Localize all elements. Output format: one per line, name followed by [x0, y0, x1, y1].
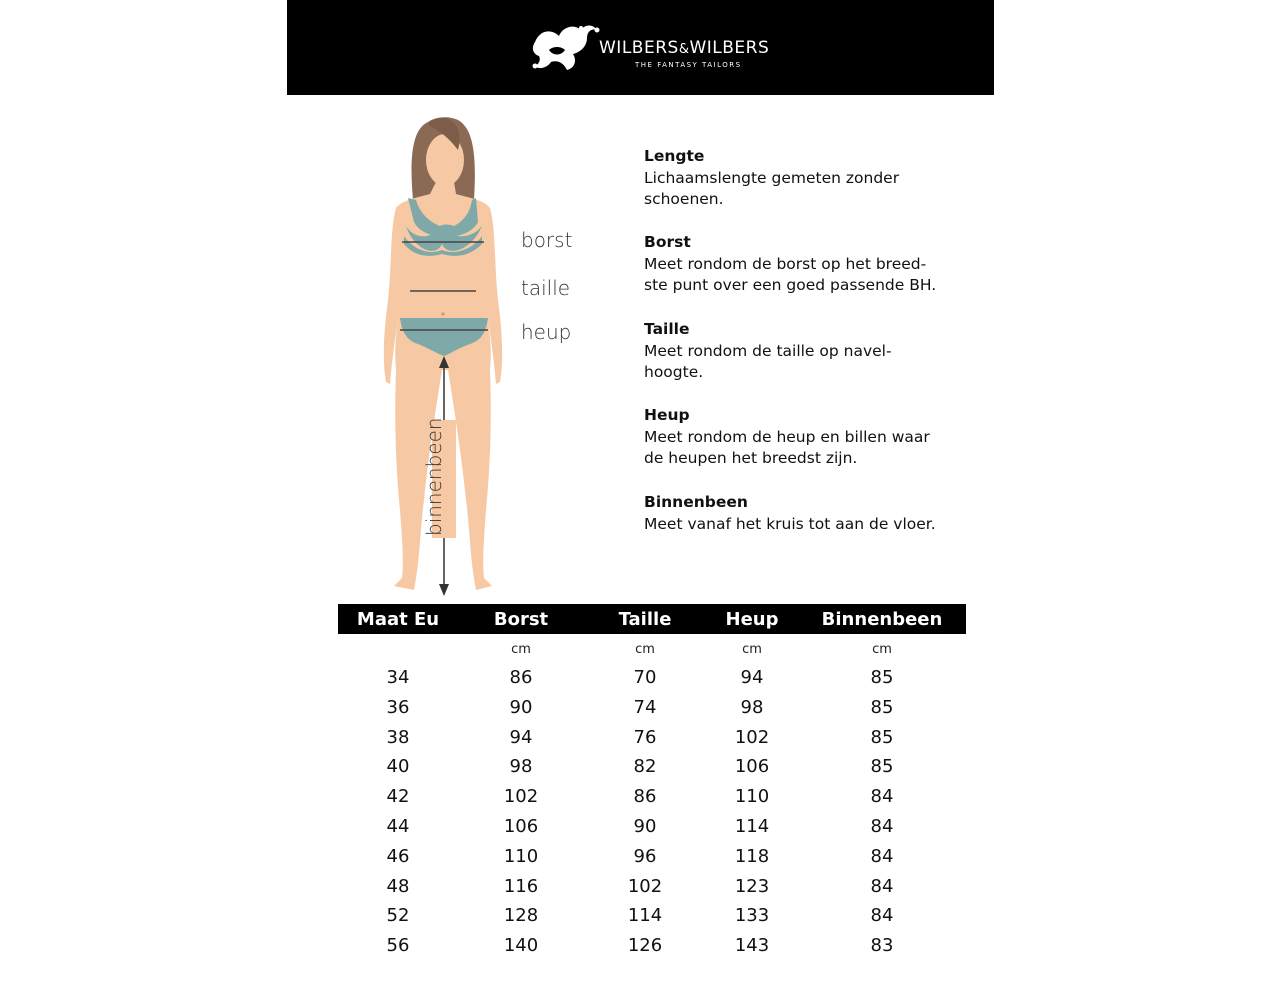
table-cell: 94	[509, 726, 533, 748]
table-cell: 86	[509, 667, 533, 688]
table-cell: 85	[870, 667, 894, 688]
brand-tagline: THE FANTASY TAILORS	[635, 61, 742, 69]
table-units-row	[338, 634, 966, 663]
table-cell: 84	[870, 875, 894, 897]
description-line: ste punt over een goed passende BH.	[644, 276, 937, 294]
description-line: Meet rondom de taille op navel-	[644, 341, 892, 360]
table-row	[338, 693, 966, 723]
table-cell: 116	[503, 875, 539, 897]
table-row	[338, 812, 966, 842]
unit-cell: cm	[635, 642, 655, 657]
table-cell: 90	[509, 696, 533, 718]
label-heup: heup	[521, 320, 572, 344]
table-cell: 70	[633, 667, 657, 688]
table-cell: 76	[633, 726, 657, 748]
table-cell: 85	[870, 726, 894, 748]
table-cell: 140	[503, 935, 539, 957]
table-cell: 126	[627, 935, 663, 957]
header-heup: Heup	[725, 609, 779, 630]
description-line: hoogte.	[644, 363, 704, 381]
table-cell: 114	[734, 815, 770, 837]
table-cell: 106	[734, 756, 770, 778]
table-cell: 102	[627, 875, 663, 897]
table-row	[338, 723, 966, 753]
description-title: Heup	[644, 406, 690, 424]
label-binnenbeen: binnenbeen	[422, 417, 446, 536]
header-taille: Taille	[618, 609, 672, 630]
table-cell: 44	[386, 815, 410, 837]
navel	[441, 312, 444, 315]
table-cell: 38	[386, 726, 410, 748]
brand-name-left: WILBERS	[599, 38, 679, 58]
table-cell: 114	[627, 905, 663, 927]
description-lengte	[644, 146, 974, 211]
table-cell: 143	[734, 935, 770, 957]
label-taille: taille	[521, 276, 571, 300]
description-title: Binnenbeen	[644, 493, 748, 511]
table-row	[338, 663, 966, 693]
header-binnenbeen: Binnenbeen	[821, 609, 943, 630]
brand-name-right: WILBERS	[689, 38, 770, 58]
table-cell: 42	[386, 786, 410, 808]
table-cell: 84	[870, 905, 894, 927]
description-taille	[644, 319, 974, 384]
table-cell: 40	[386, 756, 410, 778]
size-table	[338, 604, 966, 961]
header-borst: Borst	[493, 609, 549, 630]
binnenbeen-arrow-bottom	[439, 584, 449, 596]
description-title: Borst	[644, 233, 691, 251]
table-cell: 98	[509, 756, 533, 778]
table-row	[338, 842, 966, 872]
table-cell: 106	[503, 815, 539, 837]
table-row	[338, 872, 966, 902]
unit-cell: cm	[872, 642, 892, 657]
table-cell: 86	[633, 786, 657, 808]
description-line: Lichaamslengte gemeten zonder	[644, 168, 900, 187]
table-cell: 94	[740, 667, 764, 688]
table-cell: 84	[870, 815, 894, 837]
description-line: de heupen het breedst zijn.	[644, 449, 858, 467]
table-row	[338, 931, 966, 961]
table-cell: 102	[503, 786, 539, 808]
table-cell: 36	[386, 696, 410, 718]
description-borst	[644, 232, 974, 297]
table-cell: 48	[386, 875, 410, 897]
table-cell: 90	[633, 815, 657, 837]
description-title: Taille	[644, 320, 690, 338]
description-title: Lengte	[644, 147, 705, 165]
table-cell: 74	[633, 696, 657, 718]
table-cell: 110	[734, 786, 770, 808]
table-body	[338, 663, 966, 961]
description-line: Meet rondom de borst op het breed-	[644, 254, 927, 273]
table-row	[338, 752, 966, 782]
table-cell: 84	[870, 845, 894, 867]
header-maat-eu: Maat Eu	[356, 609, 440, 630]
description-line: Meet rondom de heup en billen waar	[644, 427, 930, 446]
table-cell: 98	[740, 696, 764, 718]
table-cell: 96	[633, 845, 657, 867]
table-cell: 118	[734, 845, 770, 867]
table-cell: 84	[870, 786, 894, 808]
description-line: Meet vanaf het kruis tot aan de vloer.	[644, 514, 936, 533]
table-cell: 128	[503, 905, 539, 927]
description-heup	[644, 405, 974, 470]
table-cell: 34	[386, 667, 410, 688]
unit-cell: cm	[742, 642, 762, 657]
table-cell: 85	[870, 756, 894, 778]
table-cell: 133	[734, 905, 770, 927]
table-header-row	[338, 604, 966, 634]
table-row	[338, 782, 966, 812]
table-cell: 46	[386, 845, 410, 867]
table-cell: 85	[870, 696, 894, 718]
unit-cell: cm	[511, 642, 531, 657]
table-cell: 110	[503, 845, 539, 867]
label-borst: borst	[521, 228, 573, 252]
table-cell: 56	[386, 935, 410, 957]
table-cell: 52	[386, 905, 410, 927]
table-cell: 83	[870, 935, 894, 957]
table-cell: 82	[633, 756, 657, 778]
description-binnenbeen	[644, 492, 974, 535]
table-cell: 102	[734, 726, 770, 748]
table-cell: 123	[734, 875, 770, 897]
description-line: schoenen.	[644, 190, 724, 208]
brand-ampersand: &	[678, 42, 690, 57]
table-row	[338, 901, 966, 931]
